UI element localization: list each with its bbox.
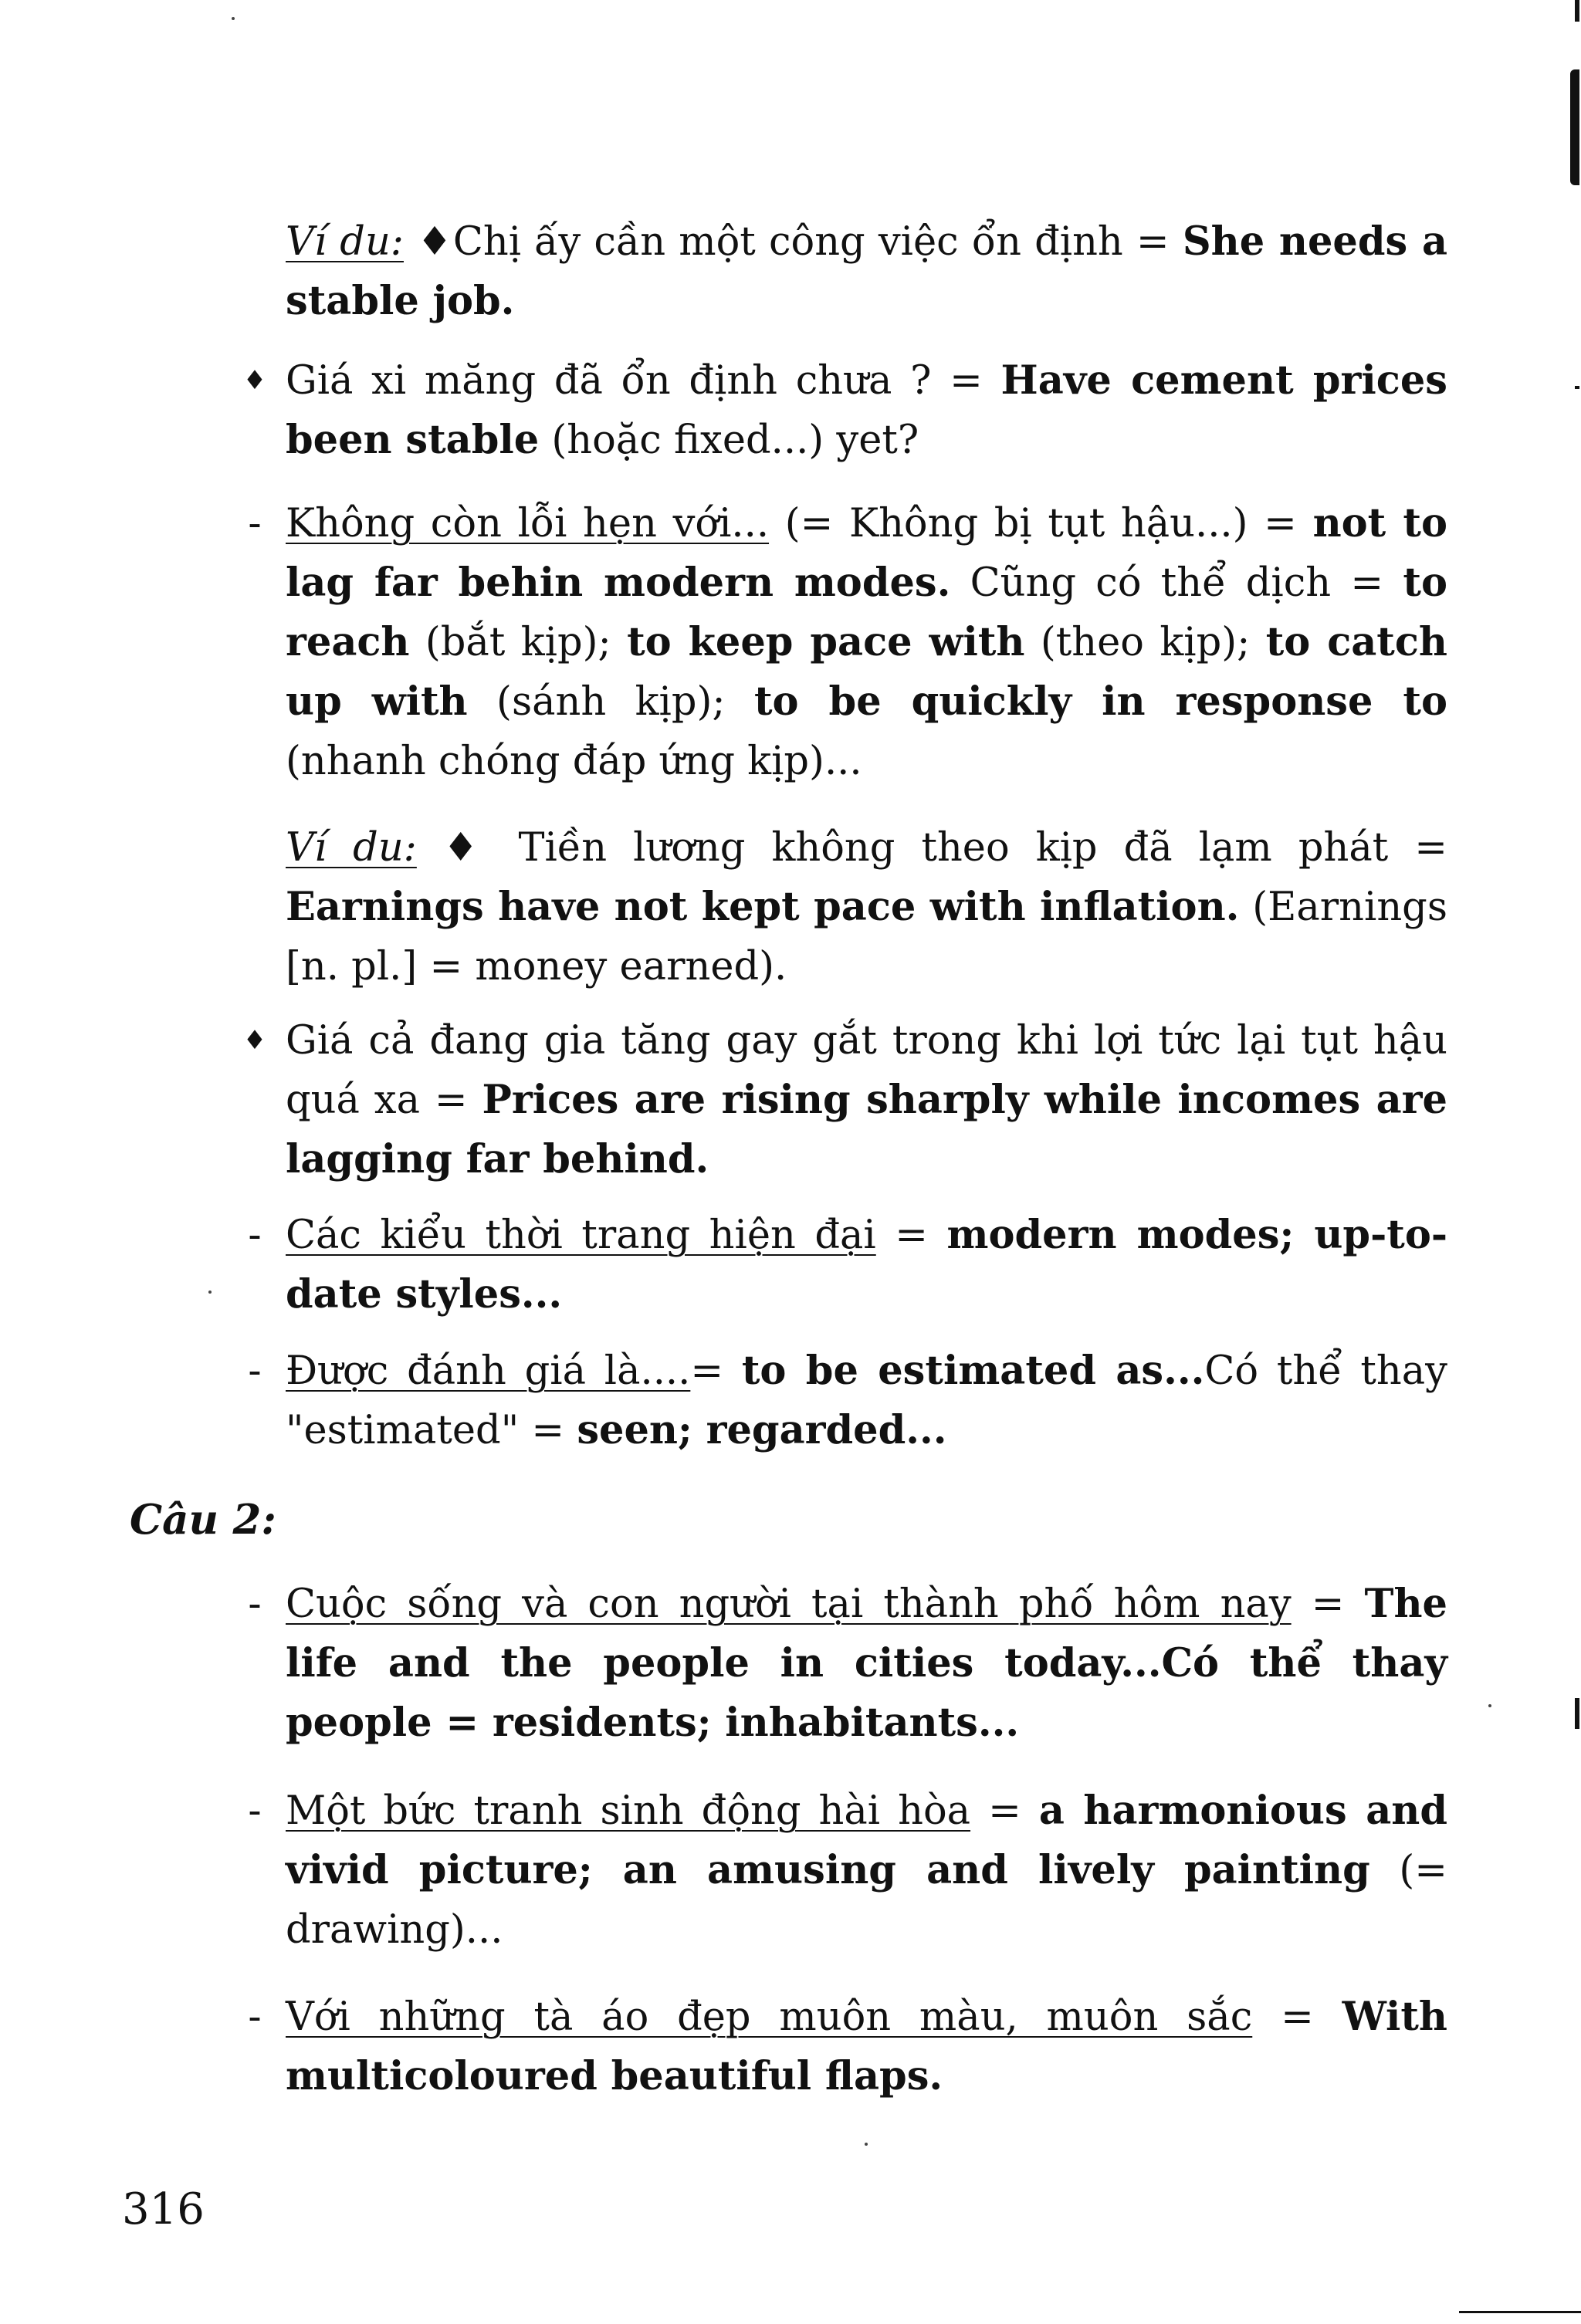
text-run: Earnings have not kept pace with inflation.	[286, 884, 1240, 930]
text-run: Giá cả đang gia tăng gay gắt trong khi lợi tức lại tụt hậu quá xa =	[286, 1018, 1447, 1123]
example-line	[286, 818, 1447, 996]
rich-text	[286, 1018, 1447, 1182]
rich-text	[286, 501, 1447, 784]
text-run: Ví du:	[286, 219, 404, 265]
text-run: Have cement prices been stable	[286, 357, 1447, 463]
text-run: (hoặc fixed...) yet?	[539, 418, 919, 463]
rich-text	[286, 1994, 1447, 2099]
dash-item	[248, 1206, 1448, 1324]
dash-item	[248, 1781, 1448, 1960]
rich-text	[286, 1788, 1447, 1953]
text-run: (= Không bị tụt hậu...) =	[769, 501, 1313, 546]
text-run: Prices are rising sharply while incomes are lagging far behind.	[286, 1077, 1447, 1182]
text-run: Ví du:	[286, 825, 417, 871]
text-run: Chị ấy cần một công việc ổn định =	[452, 219, 1183, 265]
text-run: (Earnings [n. pl.] = money earned).	[286, 885, 1447, 989]
dash-item	[248, 494, 1448, 791]
text-run: Cuộc sống và con người tại thành phố hôm nay	[286, 1581, 1292, 1627]
text-run: seen; regarded...	[577, 1407, 947, 1453]
text-run: Có thể thay "estimated" =	[286, 1348, 1447, 1453]
example-line	[286, 212, 1447, 331]
text-run: Cũng có thể dịch =	[950, 560, 1403, 606]
text-run: not to lag far behin modern modes.	[286, 500, 1448, 606]
text-run: =	[1291, 1581, 1365, 1627]
dash-marker: -	[248, 1213, 262, 1258]
text-run: to be quickly in response to	[754, 678, 1447, 725]
text-run: Giá xi măng đã ổn định chưa ? =	[286, 358, 1001, 404]
bullet-example	[242, 1011, 1447, 1189]
scan-dust	[1488, 1704, 1491, 1707]
text-run: Được đánh giá là....	[286, 1348, 691, 1394]
text-run: She needs a stable job.	[286, 218, 1447, 324]
dash-item	[248, 1987, 1447, 2106]
text-run: modern modes; up-to-date styles...	[286, 1212, 1448, 1318]
rich-text	[286, 1581, 1447, 1746]
text-run: (bắt kịp);	[409, 620, 628, 665]
page-number: 316	[122, 2184, 205, 2234]
text-run: ♦	[403, 219, 453, 265]
scan-edge-mark	[1459, 2311, 1581, 2313]
bullet-example	[242, 351, 1447, 470]
text-run: to catch up with	[286, 619, 1447, 725]
rich-text	[286, 1348, 1447, 1453]
text-run: Các kiểu thời trang hiện đại	[286, 1213, 876, 1258]
dash-marker: -	[248, 1994, 262, 2040]
scan-edge-mark	[1575, 0, 1579, 22]
text-run: The life and the people in cities today...Có thể thay people = residents; inhabitants...	[286, 1581, 1447, 1746]
text-run: =	[970, 1788, 1039, 1834]
text-run: (nhanh chóng đáp ứng kịp)...	[286, 739, 862, 784]
text-run: =	[690, 1348, 742, 1394]
text-run: =	[1252, 1994, 1342, 2040]
section-heading: Câu 2:	[130, 1496, 276, 1544]
text-run: Với những tà áo đẹp muôn màu, muôn sắc	[286, 1994, 1253, 2040]
scan-dust	[208, 1291, 212, 1294]
scan-dust	[232, 17, 235, 20]
text-run: (theo kịp);	[1024, 620, 1266, 665]
dash-item	[248, 1341, 1447, 1460]
text-run: a harmonious and vivid picture; an amusing and lively painting	[286, 1788, 1448, 1893]
dash-marker: -	[248, 501, 262, 546]
text-run: (= drawing)...	[286, 1848, 1447, 1953]
dash-marker: -	[248, 1348, 262, 1394]
text-run: With multicoloured beautiful flaps.	[286, 1994, 1447, 2099]
text-run: (sánh kịp);	[467, 679, 754, 725]
diamond-bullet-icon: ♦	[242, 1025, 267, 1056]
rich-text	[286, 358, 1447, 463]
text-run: =	[875, 1213, 947, 1258]
scan-edge-mark	[1575, 1698, 1579, 1729]
text-run: ♦ Tiền lương không theo kịp đã lạm phát =	[416, 825, 1447, 871]
text-run: to keep pace with	[627, 619, 1025, 665]
scan-edge-mark	[1575, 386, 1579, 389]
dash-marker: -	[248, 1788, 262, 1834]
scan-dust	[865, 2143, 868, 2146]
rich-text	[286, 1213, 1447, 1318]
dash-marker: -	[248, 1581, 262, 1627]
text-run: Một bức tranh sinh động hài hòa	[286, 1788, 971, 1834]
rich-text	[286, 219, 1447, 324]
dash-item	[248, 1575, 1447, 1753]
text-run: to be estimated as...	[741, 1348, 1205, 1394]
scan-edge-mark	[1570, 69, 1579, 185]
diamond-bullet-icon: ♦	[242, 365, 267, 396]
text-run: Không còn lỗi hẹn với...	[286, 501, 770, 546]
text-run: to reach	[286, 560, 1447, 665]
rich-text	[286, 825, 1447, 989]
